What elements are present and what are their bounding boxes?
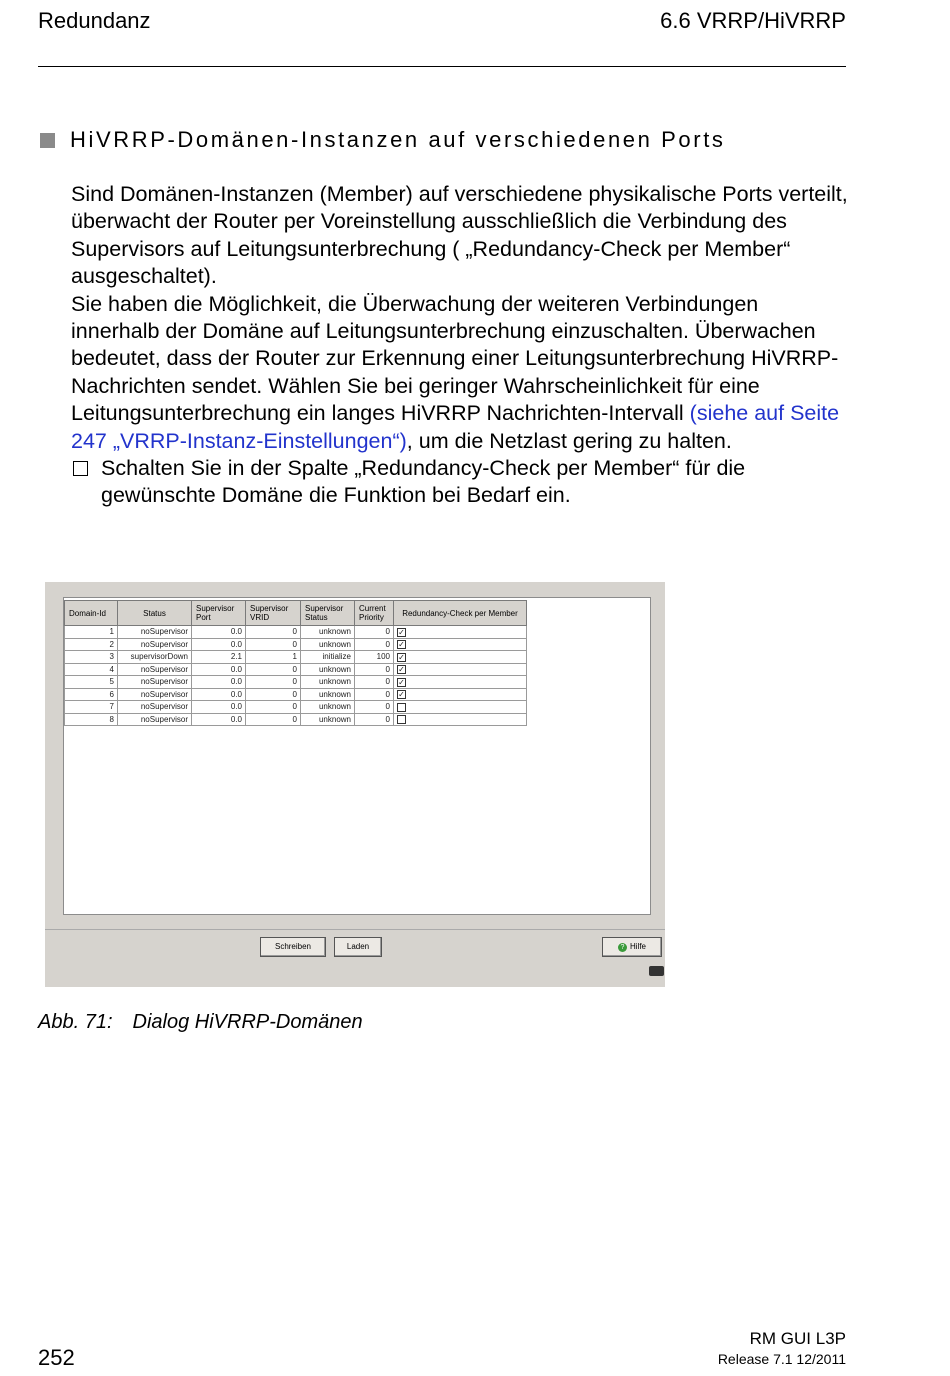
cell-priority: 0 bbox=[355, 626, 394, 639]
col-supervisor-port[interactable]: Supervisor Port bbox=[192, 601, 246, 626]
cell-port: 0.0 bbox=[192, 626, 246, 639]
cell-status: noSupervisor bbox=[118, 676, 192, 689]
cell-status: noSupervisor bbox=[118, 688, 192, 701]
redundancy-check-checkbox[interactable]: ✓ bbox=[398, 652, 405, 662]
cell-domain-id: 1 bbox=[65, 626, 118, 639]
cell-domain-id: 7 bbox=[65, 701, 118, 714]
table-row[interactable] bbox=[65, 663, 527, 676]
table-row[interactable] bbox=[65, 676, 527, 689]
cell-supervisor-status: unknown bbox=[301, 713, 355, 726]
cell-supervisor-status: initialize bbox=[301, 651, 355, 664]
button-bar-divider bbox=[45, 929, 665, 930]
col-supervisor-status[interactable]: Supervisor Status bbox=[301, 601, 355, 626]
col-domain-id[interactable]: Domain-Id bbox=[65, 601, 118, 626]
running-header-right: 6.6 VRRP/HiVRRP bbox=[660, 8, 846, 33]
cell-check bbox=[394, 688, 527, 701]
cell-port: 0.0 bbox=[192, 713, 246, 726]
paragraph-2 bbox=[71, 291, 851, 455]
paragraph-2-end: , um die Netzlast gering zu halten. bbox=[406, 428, 732, 453]
cell-vrid: 0 bbox=[246, 701, 301, 714]
cell-check bbox=[394, 701, 527, 714]
step-text: Schalten Sie in der Spalte „Redundancy-Check per Member“ für die gewünschte Domäne die Funktion bei Bedarf ein. bbox=[101, 456, 746, 508]
col-redundancy-check[interactable]: Redundancy-Check per Member bbox=[394, 601, 527, 626]
caption-label: Abb. 71: bbox=[38, 1011, 113, 1033]
cell-status: noSupervisor bbox=[118, 626, 192, 639]
cell-port: 2.1 bbox=[192, 651, 246, 664]
redundancy-check-checkbox[interactable] bbox=[397, 703, 406, 712]
table-row[interactable] bbox=[65, 701, 527, 714]
cell-port: 0.0 bbox=[192, 638, 246, 651]
cell-vrid: 0 bbox=[246, 676, 301, 689]
section-title: HiVRRP-Domänen-Instanzen auf verschiedenen Ports bbox=[70, 127, 726, 152]
domains-table bbox=[64, 600, 527, 726]
help-icon: ? bbox=[618, 943, 627, 952]
redundancy-check-checkbox[interactable]: ✓ bbox=[398, 627, 405, 637]
table-panel bbox=[63, 597, 651, 915]
cell-check bbox=[394, 663, 527, 676]
cell-status: supervisorDown bbox=[118, 651, 192, 664]
redundancy-check-checkbox[interactable]: ✓ bbox=[398, 640, 405, 650]
figure-caption bbox=[38, 1011, 383, 1034]
table-row[interactable] bbox=[65, 713, 527, 726]
redundancy-check-checkbox[interactable]: ✓ bbox=[398, 690, 405, 700]
cell-domain-id: 8 bbox=[65, 713, 118, 726]
cell-check bbox=[394, 676, 527, 689]
running-header-left: Redundanz bbox=[38, 8, 151, 33]
cell-vrid: 0 bbox=[246, 713, 301, 726]
cell-priority: 0 bbox=[355, 663, 394, 676]
cell-check bbox=[394, 713, 527, 726]
section-heading bbox=[40, 127, 726, 153]
cell-port: 0.0 bbox=[192, 701, 246, 714]
cell-vrid: 0 bbox=[246, 638, 301, 651]
cell-vrid: 0 bbox=[246, 626, 301, 639]
cell-status: noSupervisor bbox=[118, 638, 192, 651]
cell-port: 0.0 bbox=[192, 663, 246, 676]
cell-status: noSupervisor bbox=[118, 663, 192, 676]
paragraph-1: Sind Domänen-Instanzen (Member) auf verschiedene physikalische Ports verteilt, überwacht der Router per Voreinstellung ausschließlich die Verbindung des Supervisors auf Leitungsunterbrechung ( „Redundancy-Check per Member“ ausgeschaltet). bbox=[71, 182, 848, 289]
cell-domain-id: 2 bbox=[65, 638, 118, 651]
cell-domain-id: 3 bbox=[65, 651, 118, 664]
cell-check bbox=[394, 626, 527, 639]
page-number: 252 bbox=[38, 1345, 75, 1370]
body-text bbox=[71, 181, 851, 510]
cell-port: 0.0 bbox=[192, 676, 246, 689]
table-row[interactable] bbox=[65, 651, 527, 664]
header-rule bbox=[38, 66, 846, 67]
cell-vrid: 0 bbox=[246, 688, 301, 701]
dialog-screenshot bbox=[45, 582, 665, 987]
step-checkbox-icon bbox=[73, 461, 88, 476]
cross-reference-link[interactable]: (siehe auf Seite 247 „VRRP-Instanz-Einstellungen“) bbox=[71, 401, 840, 453]
cell-port: 0.0 bbox=[192, 688, 246, 701]
cell-supervisor-status: unknown bbox=[301, 626, 355, 639]
cell-priority: 0 bbox=[355, 713, 394, 726]
cell-supervisor-status: unknown bbox=[301, 638, 355, 651]
cell-status: noSupervisor bbox=[118, 713, 192, 726]
cell-supervisor-status: unknown bbox=[301, 701, 355, 714]
redundancy-check-checkbox[interactable]: ✓ bbox=[398, 677, 405, 687]
caption-text: Dialog HiVRRP-Domänen bbox=[132, 1011, 363, 1033]
connection-status-icon bbox=[649, 966, 664, 976]
table-header-row bbox=[65, 601, 527, 626]
cell-check bbox=[394, 638, 527, 651]
cell-vrid: 0 bbox=[246, 663, 301, 676]
help-button[interactable] bbox=[602, 937, 662, 957]
footer-release: Release 7.1 12/2011 bbox=[717, 1351, 846, 1367]
redundancy-check-checkbox[interactable] bbox=[397, 715, 406, 724]
write-button[interactable]: Schreiben bbox=[260, 937, 326, 957]
col-supervisor-vrid[interactable]: Supervisor VRID bbox=[246, 601, 301, 626]
table-row[interactable] bbox=[65, 638, 527, 651]
cell-priority: 0 bbox=[355, 676, 394, 689]
cell-domain-id: 5 bbox=[65, 676, 118, 689]
load-button[interactable]: Laden bbox=[334, 937, 382, 957]
table-row[interactable] bbox=[65, 626, 527, 639]
cell-priority: 0 bbox=[355, 701, 394, 714]
cell-status: noSupervisor bbox=[118, 701, 192, 714]
cell-domain-id: 6 bbox=[65, 688, 118, 701]
cell-priority: 0 bbox=[355, 638, 394, 651]
redundancy-check-checkbox[interactable]: ✓ bbox=[398, 665, 405, 675]
cell-vrid: 1 bbox=[246, 651, 301, 664]
cell-priority: 100 bbox=[355, 651, 394, 664]
cell-supervisor-status: unknown bbox=[301, 676, 355, 689]
paragraph-2-text: Sie haben die Möglichkeit, die Überwachung der weiteren Verbindungen innerhalb der Domäne auf Leitungsunterbrechung einzuschalten. Überwachen bedeutet, dass der Router zur Erkennung einer Leitungsunterbrechung HiVRRP-Nachrichten sendet. Wählen Sie bei geringer Wahrscheinlichkeit für eine Leitungsunterbrechung ein langes HiVRRP Nachrichten-Intervall bbox=[71, 291, 839, 426]
cell-supervisor-status: unknown bbox=[301, 688, 355, 701]
instruction-step bbox=[71, 455, 851, 510]
cell-supervisor-status: unknown bbox=[301, 663, 355, 676]
table-row[interactable] bbox=[65, 688, 527, 701]
footer-document: RM GUI L3P bbox=[749, 1329, 846, 1348]
section-bullet-icon bbox=[40, 133, 55, 148]
help-button-label: Hilfe bbox=[629, 942, 646, 951]
col-status[interactable]: Status bbox=[118, 601, 192, 626]
col-current-priority[interactable]: Current Priority bbox=[355, 601, 394, 626]
cell-priority: 0 bbox=[355, 688, 394, 701]
cell-check bbox=[394, 651, 527, 664]
cell-domain-id: 4 bbox=[65, 663, 118, 676]
